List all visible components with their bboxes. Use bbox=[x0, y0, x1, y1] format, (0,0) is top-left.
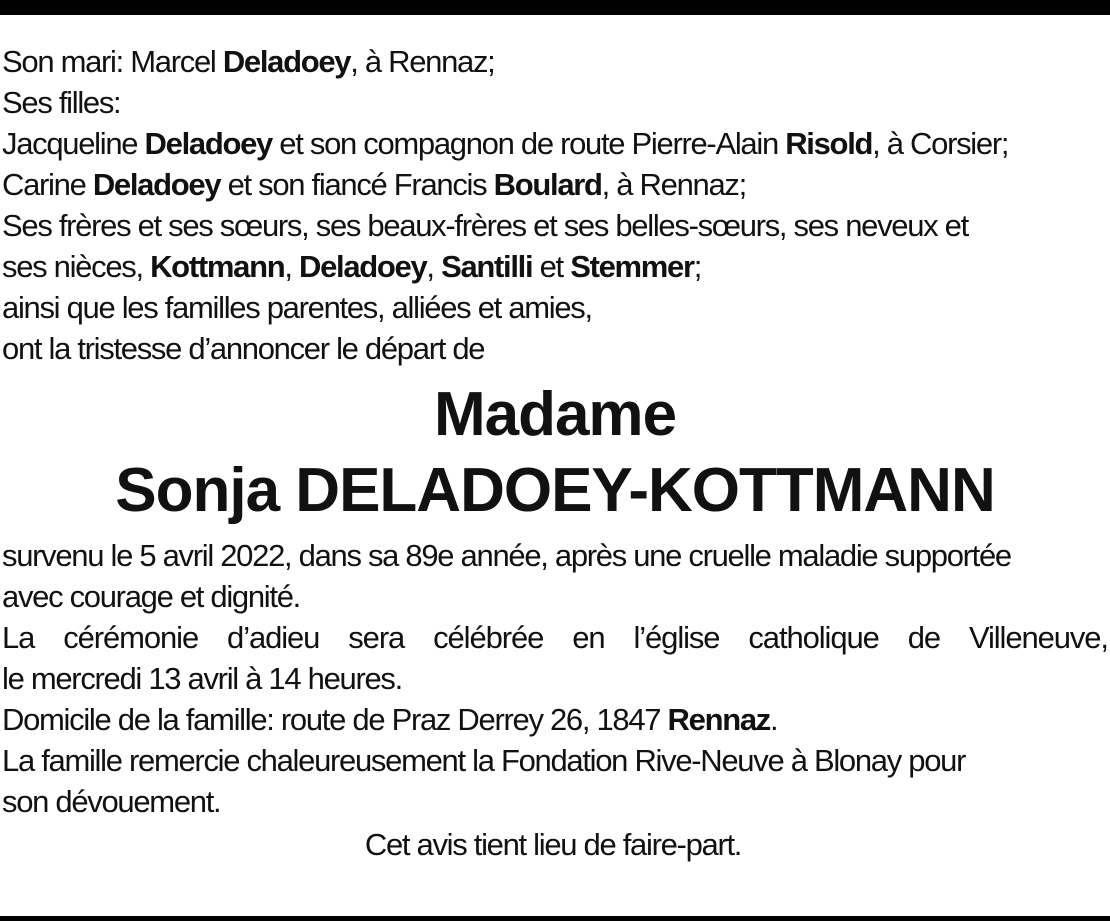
surname: Deladoey bbox=[298, 249, 427, 284]
announcement-line: ont la tristesse d’annoncer le départ de bbox=[2, 331, 485, 366]
surname: Santilli bbox=[441, 249, 533, 284]
word: sera bbox=[348, 620, 405, 655]
closing-note: Cet avis tient lieu de faire-part. bbox=[364, 827, 742, 862]
deceased-name: Sonja DELADOEY-KOTTMANN bbox=[115, 456, 995, 525]
daughters-heading: Ses filles: bbox=[2, 85, 121, 120]
surname: Risold bbox=[785, 126, 873, 161]
surname: Kottmann bbox=[150, 249, 285, 284]
word: catholique bbox=[748, 620, 879, 655]
thanks-line-1: La famille remercie chaleureusement la Fondation Rive-Neuve à Blonay pour bbox=[2, 743, 966, 778]
word: d’adieu bbox=[227, 620, 320, 655]
death-notice bbox=[2, 41, 1108, 865]
top-rule bbox=[0, 0, 1110, 15]
death-line-2: avec courage et dignité. bbox=[2, 579, 300, 614]
extended-family-line: ainsi que les familles parentes, alliées et amies, bbox=[2, 290, 592, 325]
honorific: Madame bbox=[433, 380, 677, 449]
deceased-name-block bbox=[2, 377, 1108, 529]
siblings-line-1: Ses frères et ses sœurs, ses beaux-frères et ses belles-sœurs, ses neveux et bbox=[2, 208, 968, 243]
domicile-line: Domicile de la famille: route de Praz Derrey 26, 1847 Rennaz. bbox=[2, 702, 778, 737]
bottom-rule bbox=[0, 916, 1110, 921]
surname: Boulard bbox=[493, 167, 602, 202]
word: en bbox=[572, 620, 605, 655]
ceremony-line-2: le mercredi 13 avril à 14 heures. bbox=[2, 661, 402, 696]
word: célébrée bbox=[433, 620, 544, 655]
daughter-line-carine: Carine Deladoey et son fiancé Francis Boulard, à Rennaz; bbox=[2, 167, 746, 202]
word: Villeneuve, bbox=[968, 620, 1108, 655]
husband-line: Son mari: Marcel Deladoey, à Rennaz; bbox=[2, 44, 495, 79]
word: de bbox=[907, 620, 940, 655]
word: La bbox=[2, 620, 35, 655]
ceremony-line-1 bbox=[2, 617, 1108, 658]
town: Rennaz bbox=[667, 702, 770, 737]
word: l’église bbox=[633, 620, 720, 655]
daughter-line-jacqueline: Jacqueline Deladoey et son compagnon de route Pierre-Alain Risold, à Corsier; bbox=[2, 126, 1009, 161]
death-line-1: survenu le 5 avril 2022, dans sa 89e année, après une cruelle maladie supportée bbox=[2, 538, 1011, 573]
surname: Deladoey bbox=[144, 126, 272, 161]
surname: Stemmer bbox=[570, 249, 694, 284]
word: cérémonie bbox=[63, 620, 199, 655]
thanks-line-2: son dévouement. bbox=[2, 784, 221, 819]
siblings-line-2: ses nièces, Kottmann, Deladoey, Santilli et Stemmer; bbox=[2, 249, 702, 284]
surname: Deladoey bbox=[92, 167, 221, 202]
surname: Deladoey bbox=[222, 44, 351, 79]
